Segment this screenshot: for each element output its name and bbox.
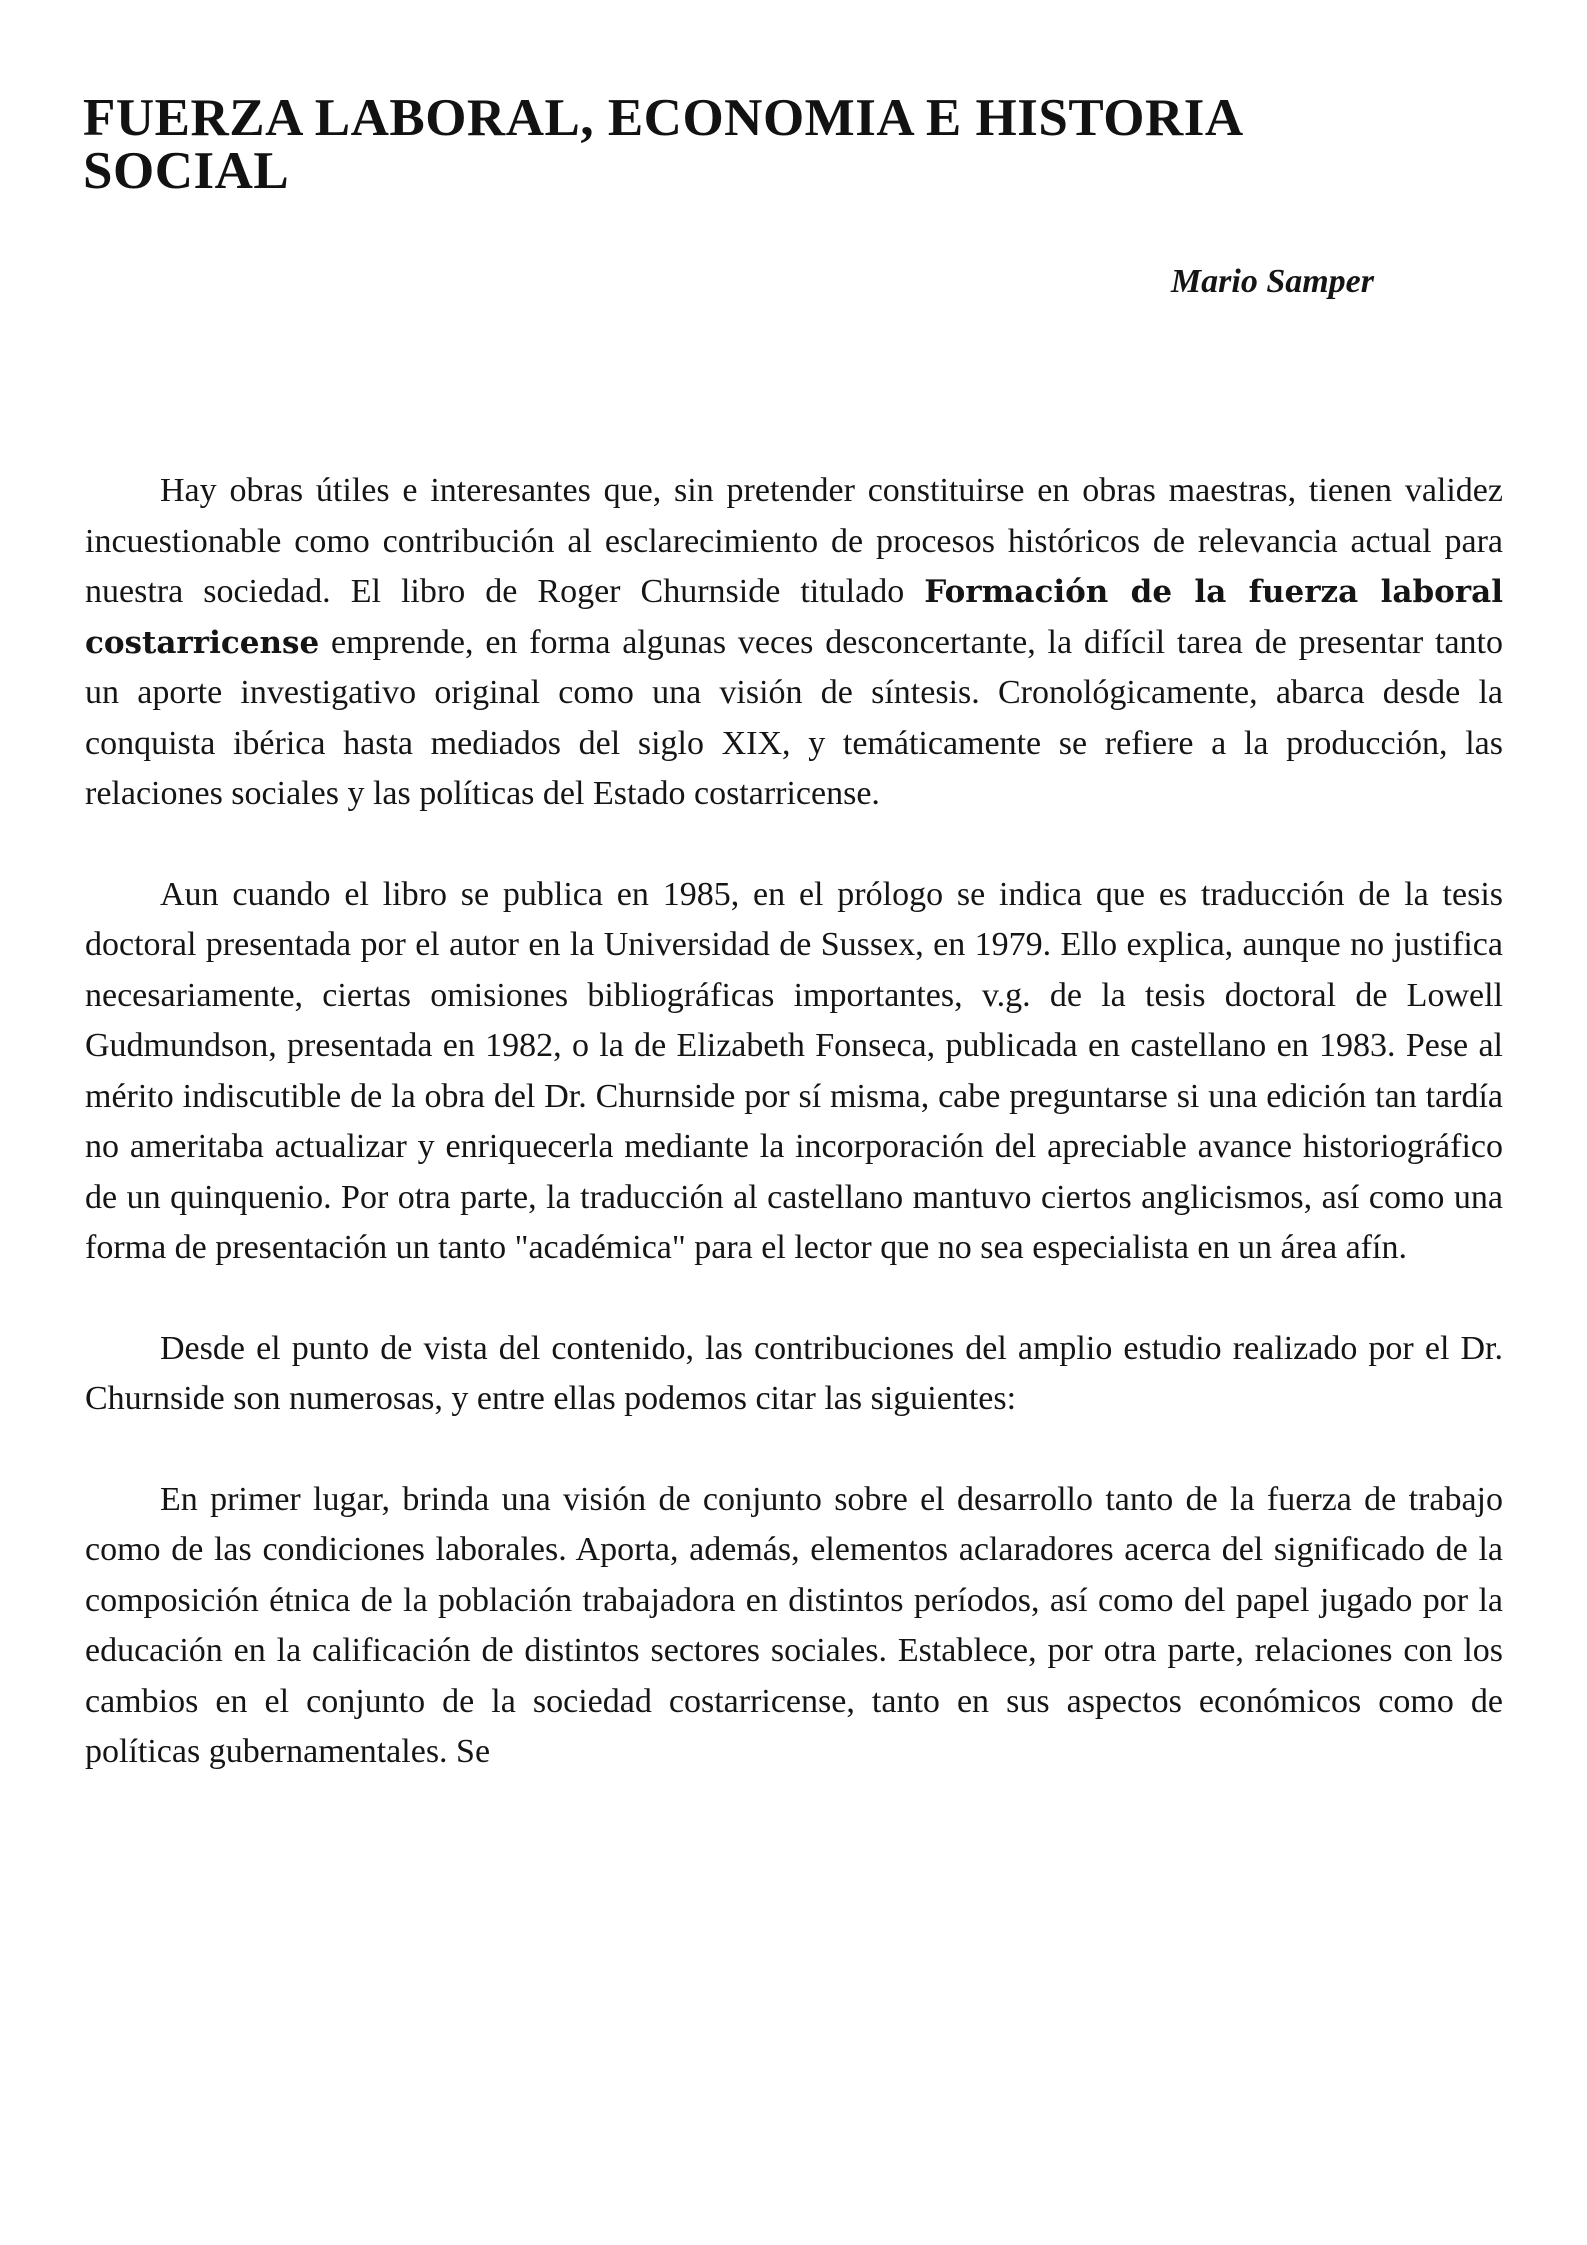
- paragraph-2: Aun cuando el libro se publica en 1985, en el prólogo se indica que es traducción de la tesis doctoral presentada por el autor en la Universidad de Sussex, en 1979. Ello explica, aunque no justifica necesariamente, ciertas omisiones bibliográficas importantes, v.g. de la tesis doctoral de Lowell Gudmundson, presentada en 1982, o la de Elizabeth Fonseca, publicada en castellano en 1983. Pese al mérito indiscutible de la obra del Dr. Churnside por sí misma, cabe preguntarse si una edición tan tardía no ameritaba actualizar y enriquecerla mediante la incorporación del apreciable avance historiográfico de un quinquenio. Por otra parte, la traducción al castellano mantuvo ciertos anglicismos, así como una forma de presentación un tanto "académica" para el lector que no sea especialista en un área afín.: [85, 875, 1503, 1266]
- paragraph-1-text-after: emprende, en forma algunas veces desconcertante, la difícil tarea de presentar tanto un aporte investigativo original como una visión de síntesis. Cronológicamente, abarca desde la conquista ibérica hasta mediados del siglo XIX, y temáticamente se refiere a la producción, las relaciones sociales y las políticas del Estado costarricense.: [85, 623, 1503, 812]
- paragraph-4: En primer lugar, brinda una visión de conjunto sobre el desarrollo tanto de la fuerza de trabajo como de las condiciones laborales. Aporta, además, elementos aclaradores acerca del significado de la composición étnica de la población trabajadora en distintos períodos, así como del papel jugado por la educación en la calificación de distintos sectores sociales. Establece, por otra parte, relaciones con los cambios en el conjunto de la sociedad costarricense, tanto en sus aspectos económicos como de políticas gubernamentales. Se: [85, 1480, 1503, 1770]
- book-title: Formación de la fuerza laboral costarricense: [85, 574, 1503, 661]
- author-name: Mario Samper: [1170, 263, 1374, 300]
- paragraph-1: [85, 466, 1503, 820]
- article-body: [85, 466, 1503, 1828]
- article-title: [83, 89, 1483, 200]
- article-title-line-1: FUERZA LABORAL, ECONOMIA E HISTORIA: [83, 89, 1244, 147]
- article-title-line-2: SOCIAL: [83, 142, 290, 200]
- paragraph-3: Desde el punto de vista del contenido, las contribuciones del amplio estudio realizado por el Dr. Churnside son numerosas, y entre ellas podemos citar las siguientes:: [85, 1329, 1503, 1417]
- paragraph-1-text-before: Hay obras útiles e interesantes que, sin pretender constituirse en obras maestras, tienen validez incuestionable como contribución al esclarecimiento de procesos históricos de relevancia actual para nuestra sociedad. El libro de Roger Churnside titulado: [85, 472, 1503, 610]
